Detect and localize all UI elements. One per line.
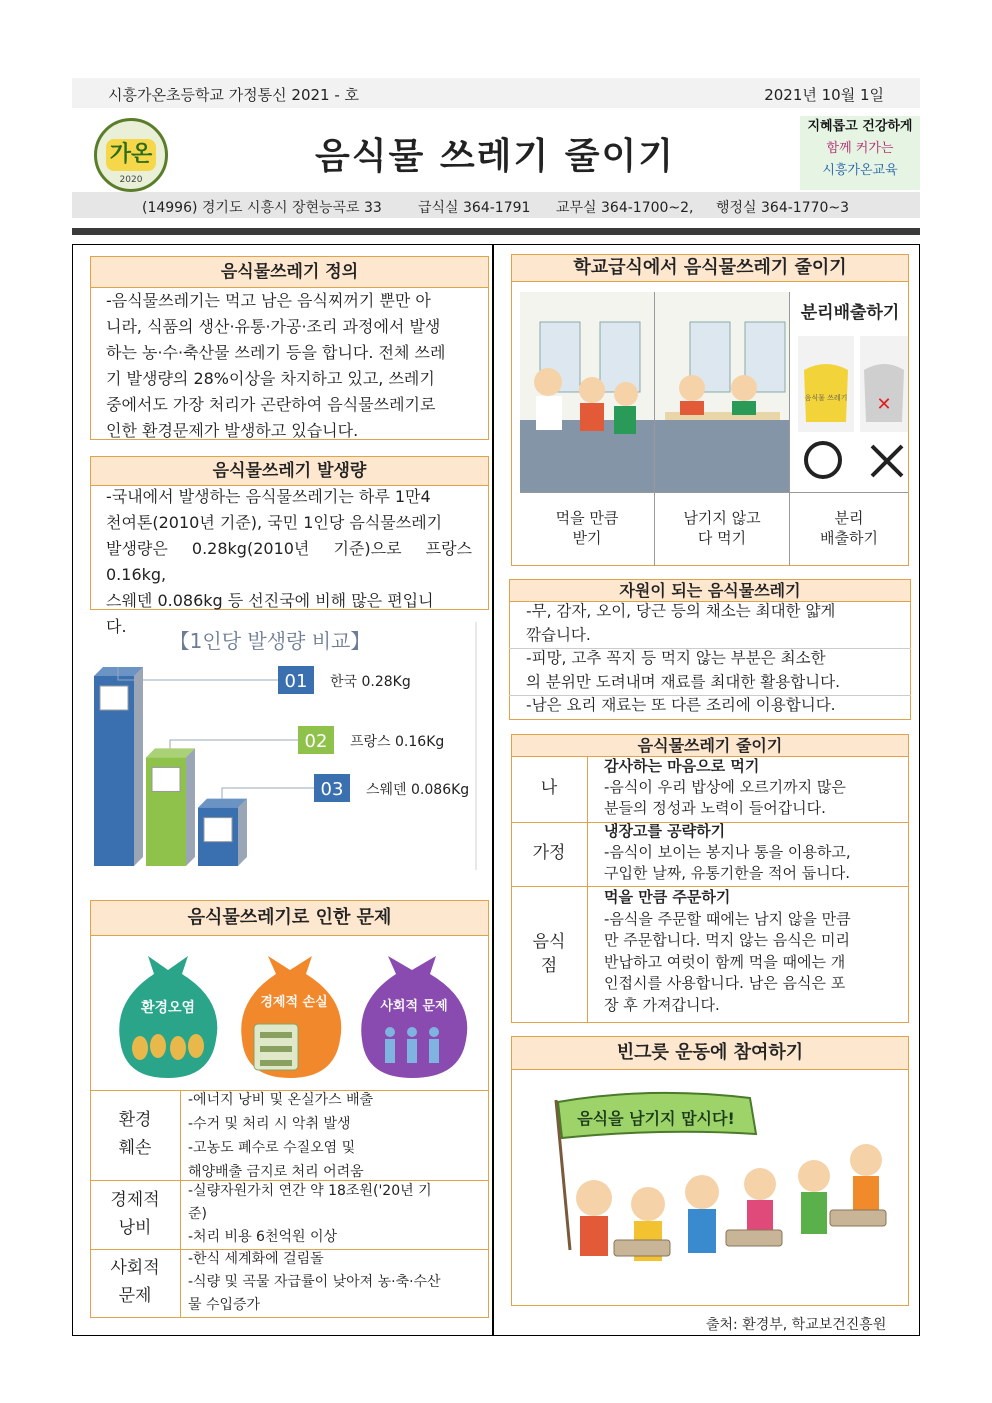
resources-heading: 자원이 되는 음식물쓰레기 — [509, 579, 911, 602]
resources-sep — [509, 695, 911, 696]
rank-label-2: 03 — [320, 779, 344, 800]
reduce-line: -음식이 우리 밥상에 오르기까지 많은 — [604, 778, 846, 796]
column-divider — [492, 244, 494, 1336]
reduce-line: -음식을 주문할 때에는 남지 않을 만큼 — [604, 909, 851, 928]
label-line: 나 — [540, 778, 558, 798]
reduce-text-home — [604, 821, 896, 884]
label-line: 점 — [540, 956, 558, 976]
value-label-1: 프랑스 0.16Kg — [350, 734, 445, 750]
label-line: 환경 — [118, 1110, 152, 1130]
problem-line: -처리 비용 6천억원 이상 — [188, 1229, 338, 1245]
caption-separate — [790, 508, 908, 548]
label-line: 훼손 — [118, 1138, 152, 1158]
issue-date: 2021년 10월 1일 — [764, 86, 884, 104]
slogan-line-3: 시흥가온교육 — [822, 163, 898, 178]
header-divider — [72, 228, 920, 235]
reduce-heading: 음식물쓰레기 줄이기 — [511, 734, 909, 757]
flag-2-icon — [204, 818, 232, 842]
amount-line: 스웨덴 0.086kg 등 선진국에 비해 많은 편입니 — [106, 591, 434, 610]
problem-text-env — [188, 1088, 482, 1184]
problem-line: -수거 및 처리 시 악취 발생 — [188, 1116, 351, 1132]
amount-line: -국내에서 발생하는 음식물쓰레기는 하루 1만4 — [106, 487, 431, 506]
bar-side-2 — [238, 799, 247, 866]
wrong-mark-icon: ✕ — [876, 394, 892, 415]
problems-heading: 음식물쓰레기로 인한 문제 — [90, 900, 489, 936]
amount-text — [106, 484, 472, 640]
reduce-text-restaurant — [604, 887, 896, 1016]
caption-take — [520, 508, 654, 548]
label-line: 경제적 — [110, 1190, 160, 1210]
value-label-0: 한국 0.28Kg — [330, 674, 411, 690]
problem-line: -실량자원가치 연간 약 18조원('20년 기 — [188, 1183, 432, 1199]
problem-label-env — [90, 1106, 180, 1162]
reduce-line: 구입한 날짜, 유통기한을 적어 둡니다. — [604, 864, 850, 882]
chart-title: 【1인당 발생량 비교】 — [169, 629, 371, 653]
definition-heading: 음식물쓰레기 정의 — [90, 256, 489, 288]
amount-heading: 음식물쓰레기 발생량 — [90, 456, 489, 486]
connector-1 — [170, 740, 298, 748]
reduce-title: 먹을 만큼 주문하기 — [604, 888, 731, 906]
slogan-line-2: 함께 커가는 — [826, 141, 894, 156]
panel-line — [520, 492, 908, 493]
definition-line: 니라, 식품의 생산·유통·가공·조리 과정에서 발생 — [106, 317, 441, 336]
caption-line: 배출하기 — [820, 529, 878, 547]
resources-line: -피망, 고추 꼭지 등 먹지 않는 부분은 최소한 — [526, 649, 826, 667]
rank-label-1: 02 — [304, 731, 328, 752]
reduce-line: 인접시를 사용합니다. 남은 음식은 포 — [604, 974, 846, 992]
definition-line: 중에서도 가장 처리가 곤란하여 음식물쓰레기로 — [106, 395, 436, 414]
source-note: 출처: 환경부, 학교보건진흥원 — [706, 1317, 887, 1333]
phone-admin: 행정실 364-1770~3 — [716, 200, 850, 216]
problem-line: -한식 세계화에 걸림돌 — [188, 1251, 324, 1267]
caption-line: 다 먹기 — [697, 529, 747, 547]
resources-line: -무, 감자, 오이, 당근 등의 채소는 최대한 얇게 — [526, 602, 836, 620]
problem-line: 해양배출 금지로 처리 어려움 — [188, 1164, 364, 1180]
header-bar — [72, 78, 920, 108]
social-bag-icon — [361, 956, 467, 1078]
caption-line: 분리 — [834, 509, 864, 527]
connector-2 — [222, 788, 314, 799]
problems-col-line — [180, 1090, 181, 1318]
amount-line: 발생량은 0.28kg(2010년 기준)으로 프랑스 0.16kg, — [106, 539, 472, 584]
school-logo — [94, 118, 168, 192]
resources-line: 깎습니다. — [526, 625, 591, 644]
resources-sep — [509, 648, 911, 649]
problem-line: -에너지 낭비 및 온실가스 배출 — [188, 1092, 374, 1108]
school-address: (14996) 경기도 시흥시 장현능곡로 33 — [142, 200, 382, 216]
problem-line: -식량 및 곡물 자급률이 낮아져 농·축·수산 — [188, 1274, 441, 1290]
social-bag-label: 사회적 문제 — [380, 999, 448, 1014]
newsletter-label: 시흥가온초등학교 가정통신 2021 - 호 — [108, 86, 360, 104]
economic-bag-label: 경제적 손실 — [260, 995, 328, 1010]
slogan-line-1: 지혜롭고 건강하게 — [807, 119, 913, 134]
reduce-label-restaurant — [511, 930, 587, 978]
reduce-label-me — [511, 776, 587, 800]
caption-line: 먹을 만큼 — [555, 509, 619, 527]
logo-text: 가온 — [106, 139, 156, 171]
definition-line: -음식물쓰레기는 먹고 남은 음식찌꺼기 뿐만 아 — [106, 291, 431, 310]
bingreut-illustration — [530, 1080, 902, 1302]
reduce-title: 감사하는 마음으로 먹기 — [604, 757, 760, 775]
label-line: 사회적 — [110, 1258, 160, 1278]
bingreut-heading: 빈그릇 운동에 참여하기 — [511, 1036, 909, 1070]
rank-label-0: 01 — [284, 671, 308, 692]
problem-line: 준) — [188, 1206, 207, 1222]
caption-eat-all — [655, 508, 789, 548]
environment-bag-label: 환경오염 — [140, 1000, 196, 1016]
amount-line: 천여톤(2010년 기준), 국민 1인당 음식물쓰레기 — [106, 513, 443, 532]
amount-line: 다. — [106, 617, 127, 636]
definition-line: 기 발생량의 28%이상을 차지하고 있고, 쓰레기 — [106, 369, 435, 388]
reduce-line: 장 후 가져갑니다. — [604, 995, 720, 1014]
reduce-col-line — [587, 757, 588, 1023]
value-label-2: 스웨덴 0.086Kg — [366, 782, 470, 798]
label-line: 가정 — [532, 843, 566, 863]
problems-illustration — [96, 940, 484, 1084]
school-meal-heading: 학교급식에서 음식물쓰레기 줄이기 — [511, 254, 909, 282]
banner-text: 음식을 남기지 맙시다! — [577, 1109, 735, 1128]
flag-1-icon — [152, 767, 180, 791]
separate-title: 분리배출하기 — [800, 303, 900, 323]
reduce-line: -음식이 보이는 봉지나 통을 이용하고, — [604, 843, 851, 861]
problem-label-econ — [90, 1186, 180, 1242]
label-line: 낭비 — [118, 1218, 152, 1238]
caption-line: 받기 — [572, 529, 602, 547]
problem-line: -고농도 폐수로 수질오염 및 — [188, 1140, 356, 1156]
resources-text — [526, 600, 894, 718]
problem-line: 물 수입증가 — [188, 1297, 261, 1313]
reduce-text-me — [604, 756, 896, 819]
reduce-label-home — [511, 841, 587, 865]
definition-line: 인한 환경문제가 발생하고 있습니다. — [106, 421, 359, 440]
per-capita-chart — [88, 618, 484, 874]
bag-label: 음식물 쓰레기 — [804, 394, 848, 402]
reduce-line: 만 주문합니다. 먹지 않는 음식은 미리 — [604, 931, 850, 949]
school-meal-illustration — [520, 292, 908, 492]
problem-text-social — [188, 1248, 482, 1317]
environment-bag-icon — [119, 956, 217, 1078]
phone-meal: 급식실 364-1791 — [418, 200, 531, 216]
slogan-box — [800, 116, 920, 190]
logo-year: 2020 — [119, 175, 143, 185]
bar-side-1 — [186, 748, 195, 866]
resources-line: 의 분위만 도려내며 재료를 최대한 활용합니다. — [526, 672, 841, 691]
problem-text-econ — [188, 1180, 482, 1249]
definition-text — [106, 288, 472, 444]
label-line: 음식 — [532, 932, 566, 952]
caption-line: 남기지 않고 — [683, 509, 761, 527]
page-title: 음식물 쓰레기 줄이기 — [314, 136, 676, 177]
address-bar — [72, 192, 920, 218]
problem-label-social — [90, 1254, 180, 1310]
phone-staff: 교무실 364-1700~2, — [556, 200, 694, 216]
definition-line: 하는 농·수·축산물 쓰레기 등을 합니다. 전체 쓰레 — [106, 343, 446, 362]
children-icon — [576, 1144, 886, 1261]
reduce-line: 반납하고 여럿이 함께 먹을 때에는 개 — [604, 952, 846, 971]
flag-0-icon — [100, 686, 128, 710]
reduce-line: 분들의 정성과 노력이 들어갑니다. — [604, 799, 826, 817]
label-line: 문제 — [118, 1286, 152, 1306]
resources-line: -남은 요리 재료는 또 다른 조리에 이용합니다. — [526, 696, 836, 714]
economic-bag-icon — [241, 956, 341, 1078]
reduce-title: 냉장고를 공략하기 — [604, 822, 726, 840]
bar-side-0 — [134, 667, 143, 866]
